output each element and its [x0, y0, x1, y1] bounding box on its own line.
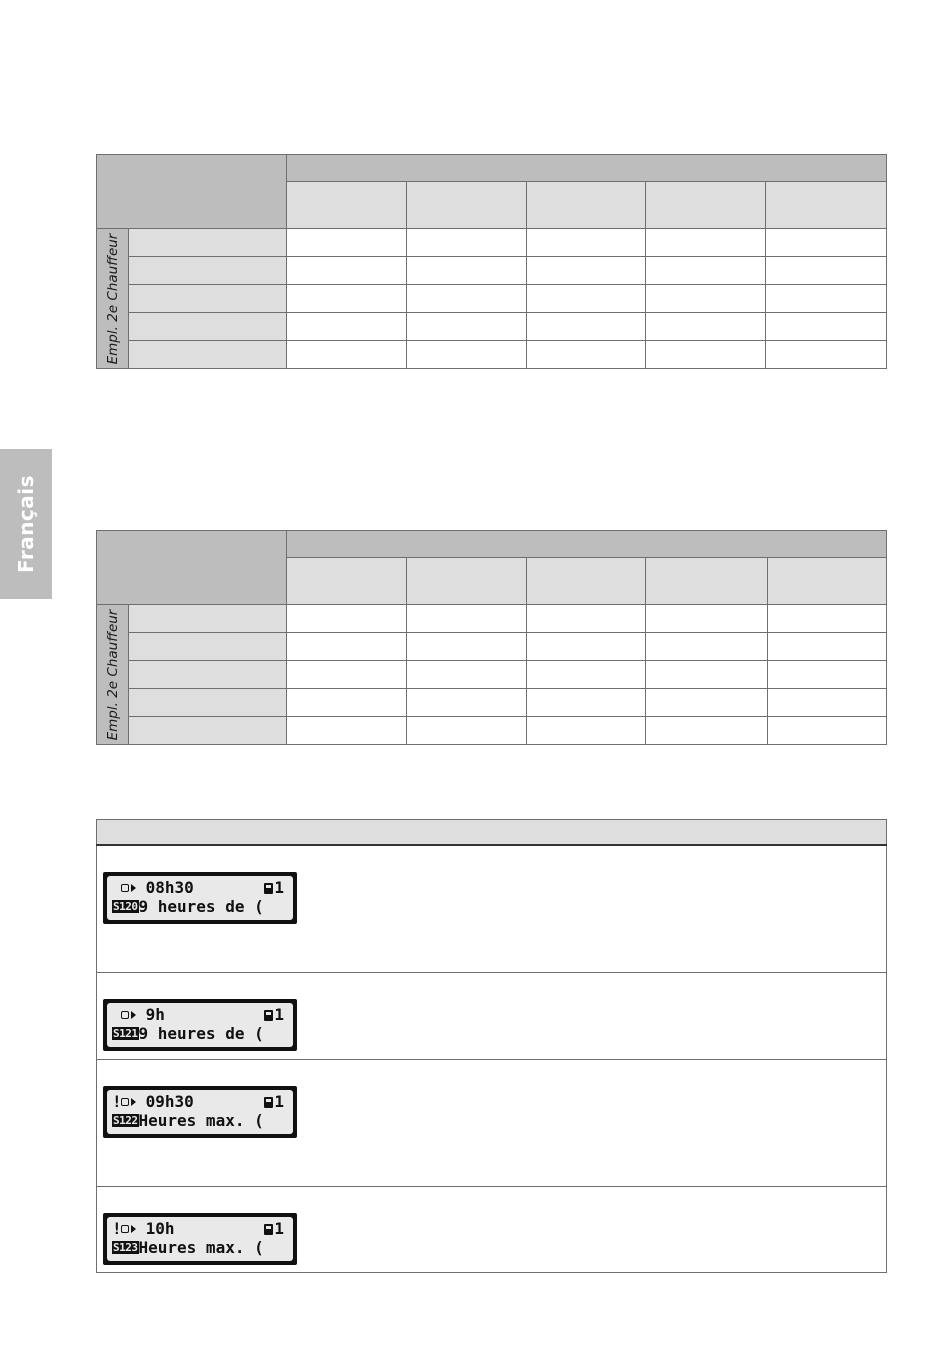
table-cell: [768, 689, 887, 717]
matrix-table-2: [96, 530, 887, 745]
lcd-display: [103, 1086, 297, 1138]
table-cell: [646, 229, 766, 257]
table-cell: [287, 633, 407, 661]
table-cell: [766, 341, 887, 369]
row-header: [129, 689, 287, 717]
message-text: Heures max. (: [138, 1111, 264, 1130]
message-row: [97, 845, 887, 973]
lcd-display: [103, 999, 297, 1051]
driving-time: 09h30: [145, 1092, 194, 1111]
table-cell: [407, 313, 527, 341]
card-slot-indicator: 1: [264, 1219, 284, 1238]
table-span-header: [287, 531, 887, 558]
card-slot-indicator: 1: [264, 1092, 284, 1111]
table-cell: [646, 689, 768, 717]
driving-mode-icon: [120, 882, 136, 894]
table-span-header: [287, 155, 887, 182]
vertical-row-group-label: Empl. 2e Chauffeur: [97, 229, 129, 369]
row-header: [129, 257, 287, 285]
column-header: [527, 558, 646, 605]
table-cell: [287, 689, 407, 717]
table-cell: [646, 313, 766, 341]
table-cell: [407, 633, 527, 661]
table-cell: [527, 717, 646, 745]
message-row: [97, 1187, 887, 1273]
table-cell: [527, 689, 646, 717]
table-cell: [407, 689, 527, 717]
column-header: [287, 182, 407, 229]
row-header: [129, 229, 287, 257]
table-cell: [527, 313, 646, 341]
row-header: [129, 341, 287, 369]
table-cell: [766, 257, 887, 285]
row-header: [129, 313, 287, 341]
message-code: S121: [113, 1027, 138, 1040]
warning-indicator: !: [112, 1219, 122, 1238]
table-cell: [287, 313, 407, 341]
table-cell: [527, 257, 646, 285]
column-header: [527, 182, 646, 229]
message-row: [97, 973, 887, 1060]
table-cell: [646, 717, 768, 745]
column-header: [287, 558, 407, 605]
table-cell: [407, 229, 527, 257]
table-cell: [766, 313, 887, 341]
language-tab: [0, 449, 52, 599]
message-code: S123: [113, 1241, 138, 1254]
message-description: [304, 973, 887, 1060]
table-cell: [407, 661, 527, 689]
table-cell: [527, 633, 646, 661]
matrix-table-1: [96, 154, 887, 369]
message-text: 9 heures de (: [138, 897, 264, 916]
row-header: [129, 605, 287, 633]
column-header: [768, 558, 887, 605]
driving-time: 10h: [145, 1219, 175, 1238]
card-slot-indicator: 1: [264, 878, 284, 897]
warning-indicator: !: [112, 1092, 122, 1111]
display-messages-table: [96, 819, 887, 1273]
card-icon: [264, 1097, 273, 1108]
table-cell: [407, 341, 527, 369]
language-tab-label: Français: [14, 474, 38, 574]
table-cell: [407, 717, 527, 745]
messages-header-cell: [304, 820, 887, 846]
table-cell: [646, 285, 766, 313]
table-cell: [287, 605, 407, 633]
table-cell: [646, 633, 768, 661]
card-icon: [264, 1010, 273, 1021]
table-cell: [407, 285, 527, 313]
table-cell: [407, 605, 527, 633]
table-cell: [646, 341, 766, 369]
table-corner: [97, 155, 287, 229]
table-cell: [766, 285, 887, 313]
table-cell: [768, 633, 887, 661]
driving-time: 08h30: [145, 878, 194, 897]
column-header: [646, 182, 766, 229]
table-cell: [646, 605, 768, 633]
table-cell: [768, 661, 887, 689]
driving-mode-icon: [120, 1096, 136, 1108]
table-cell: [527, 605, 646, 633]
messages-header-cell: [97, 820, 304, 846]
lcd-display: [103, 872, 297, 924]
table-cell: [287, 257, 407, 285]
table-corner: [97, 531, 287, 605]
message-code: S120: [113, 900, 138, 913]
table-cell: [766, 229, 887, 257]
driving-mode-icon: [120, 1009, 136, 1021]
messages-header-row: [97, 820, 887, 846]
table-cell: [287, 229, 407, 257]
card-slot-indicator: 1: [264, 1005, 284, 1024]
row-header: [129, 285, 287, 313]
driving-time: 9h: [145, 1005, 165, 1024]
column-header: [407, 182, 527, 229]
row-header: [129, 633, 287, 661]
driving-mode-icon: [120, 1223, 136, 1235]
table-cell: [527, 661, 646, 689]
table-cell: [646, 661, 768, 689]
message-text: 9 heures de (: [138, 1024, 264, 1043]
message-description: [304, 1060, 887, 1187]
message-row: [97, 1060, 887, 1187]
table-cell: [407, 257, 527, 285]
message-description: [304, 1187, 887, 1273]
vertical-row-group-label: Empl. 2e Chauffeur: [97, 605, 129, 745]
card-icon: [264, 1224, 273, 1235]
message-code: S122: [113, 1114, 138, 1127]
table-cell: [768, 717, 887, 745]
table-cell: [646, 257, 766, 285]
table-cell: [287, 661, 407, 689]
message-description: [304, 845, 887, 973]
table-cell: [527, 341, 646, 369]
column-header: [407, 558, 527, 605]
table-cell: [287, 341, 407, 369]
table-cell: [527, 229, 646, 257]
column-header: [766, 182, 887, 229]
card-icon: [264, 883, 273, 894]
table-cell: [287, 717, 407, 745]
message-text: Heures max. (: [138, 1238, 264, 1257]
table-cell: [287, 285, 407, 313]
lcd-display: [103, 1213, 297, 1265]
column-header: [646, 558, 768, 605]
table-cell: [527, 285, 646, 313]
row-header: [129, 661, 287, 689]
row-header: [129, 717, 287, 745]
table-cell: [768, 605, 887, 633]
